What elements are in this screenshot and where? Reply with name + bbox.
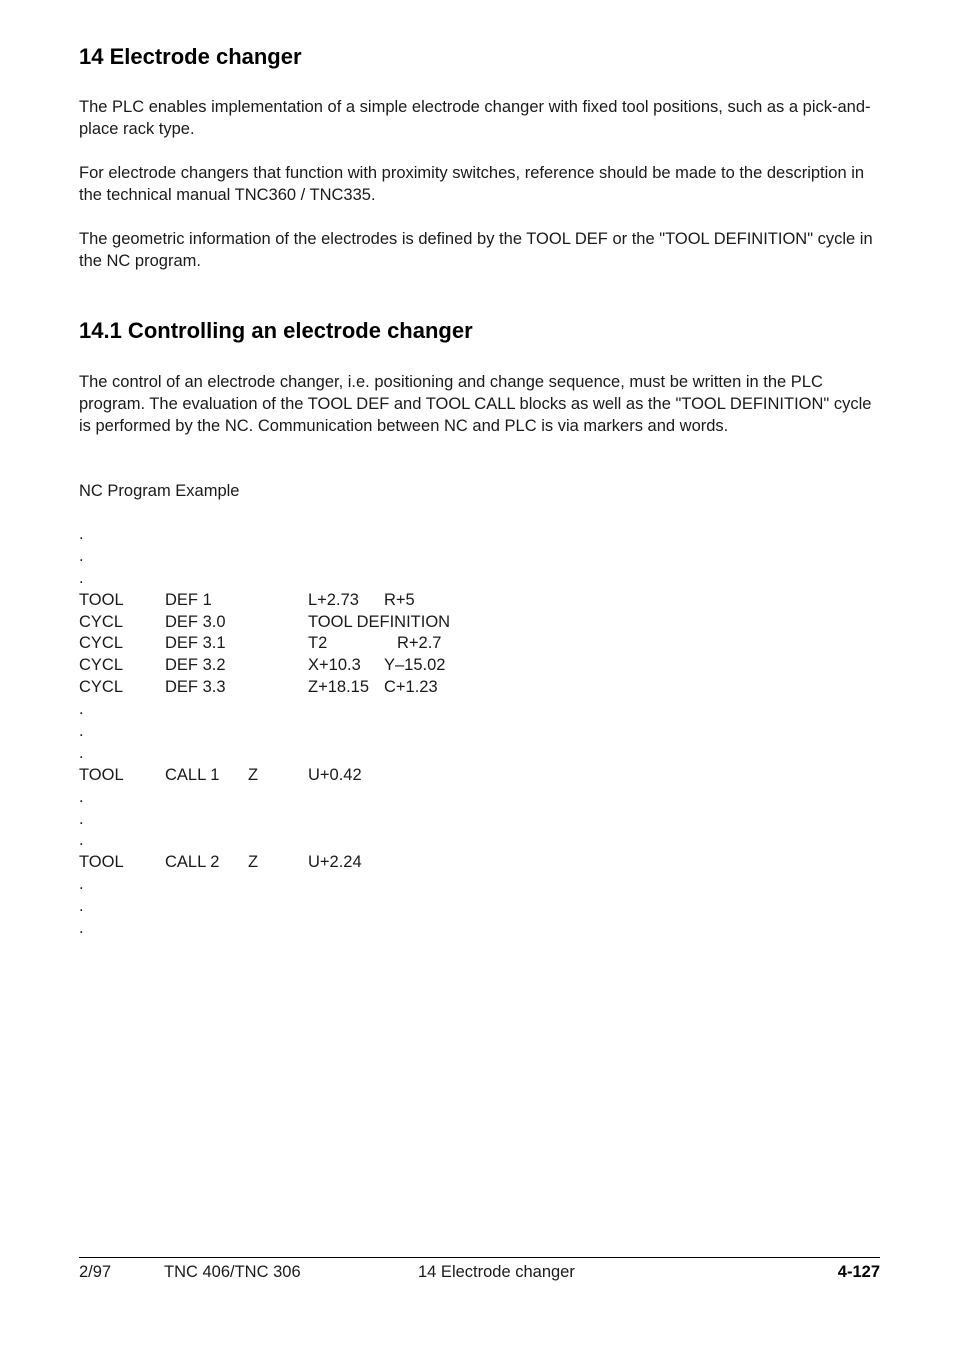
code-cell: CALL 2 — [165, 853, 220, 872]
code-cell: TOOL — [79, 590, 124, 609]
code-cell: U+2.24 — [308, 853, 362, 872]
code-line — [79, 809, 579, 831]
footer-page-number: 4-127 — [837, 1263, 880, 1281]
intro-paragraph-3: The geometric information of the electrodes is defined by the TOOL DEF or the "TOOL DEFINITION" cycle in the NC program. — [79, 230, 873, 270]
code-line — [79, 568, 579, 590]
footer-section: 14 Electrode changer — [418, 1263, 575, 1281]
code-cell: CYCL — [79, 678, 124, 697]
code-cell: Z — [248, 765, 259, 784]
section-heading: 14.1 Controlling an electrode changer — [79, 318, 473, 343]
code-cell: . — [79, 546, 84, 565]
code-cell: . — [79, 525, 84, 543]
code-cell: TOOL — [79, 765, 124, 784]
footer-model: TNC 406/TNC 306 — [164, 1263, 301, 1281]
code-line — [79, 874, 579, 896]
code-cell: . — [79, 919, 84, 938]
code-line — [79, 852, 579, 874]
code-cell: . — [79, 700, 84, 719]
code-line — [79, 590, 579, 612]
code-cell: . — [79, 809, 84, 828]
code-cell: CALL 1 — [165, 765, 220, 784]
code-line — [79, 699, 579, 721]
code-line — [79, 721, 579, 743]
code-cell: . — [79, 787, 84, 806]
code-cell: DEF 3.2 — [165, 656, 226, 675]
code-cell: . — [79, 897, 84, 916]
code-cell: C+1.23 — [384, 678, 438, 697]
code-cell: Z+18.15 — [308, 678, 370, 697]
code-line — [79, 524, 579, 546]
code-cell: DEF 1 — [165, 590, 212, 609]
code-cell: R+2.7 — [397, 634, 442, 653]
code-cell: CYCL — [79, 656, 124, 675]
code-cell: . — [79, 831, 84, 850]
code-line — [79, 787, 579, 809]
code-cell: CYCL — [79, 612, 124, 631]
code-cell: DEF 3.3 — [165, 678, 226, 697]
code-cell: L+2.73 — [308, 590, 359, 609]
code-line — [79, 830, 579, 852]
code-line — [79, 765, 579, 787]
code-line — [79, 655, 579, 677]
intro-paragraph-2: For electrode changers that function with proximity switches, reference should be made to the description in the technical manual TNC360 / TNC335. — [79, 164, 865, 204]
code-cell: R+5 — [384, 590, 415, 609]
code-line — [79, 546, 579, 568]
example-label: NC Program Example — [79, 482, 240, 500]
footer-divider — [79, 1257, 880, 1258]
code-cell: TOOL DEFINITION — [308, 612, 451, 631]
nc-program-listing — [79, 524, 579, 940]
code-cell: DEF 3.0 — [165, 612, 226, 631]
code-cell: T2 — [308, 634, 328, 653]
code-cell: Z — [248, 853, 259, 872]
code-cell: TOOL — [79, 853, 124, 872]
chapter-heading: 14 Electrode changer — [79, 44, 302, 69]
code-line — [79, 743, 579, 765]
code-cell: . — [79, 722, 84, 741]
code-line — [79, 677, 579, 699]
code-line — [79, 918, 579, 940]
code-line — [79, 633, 579, 655]
code-cell: DEF 3.1 — [165, 634, 226, 653]
footer-date: 2/97 — [79, 1263, 112, 1281]
code-cell: CYCL — [79, 634, 124, 653]
code-cell: Y–15.02 — [384, 656, 446, 675]
code-line — [79, 612, 579, 634]
code-cell: U+0.42 — [308, 765, 362, 784]
code-cell: . — [79, 875, 84, 894]
code-cell: X+10.3 — [308, 656, 361, 675]
code-cell: . — [79, 568, 84, 587]
section-paragraph: The control of an electrode changer, i.e. positioning and change sequence, must be written in the PLC program. The evaluation of the TOOL DEF and TOOL CALL blocks as well as the "TOOL DEFINITION" cycle is performed by the NC. Communication between NC and PLC is via markers and words. — [79, 373, 872, 435]
code-cell: . — [79, 743, 84, 762]
intro-paragraph-1: The PLC enables implementation of a simple electrode changer with fixed tool positions, such as a pick-and-place rack type. — [79, 98, 871, 138]
code-line — [79, 896, 579, 918]
